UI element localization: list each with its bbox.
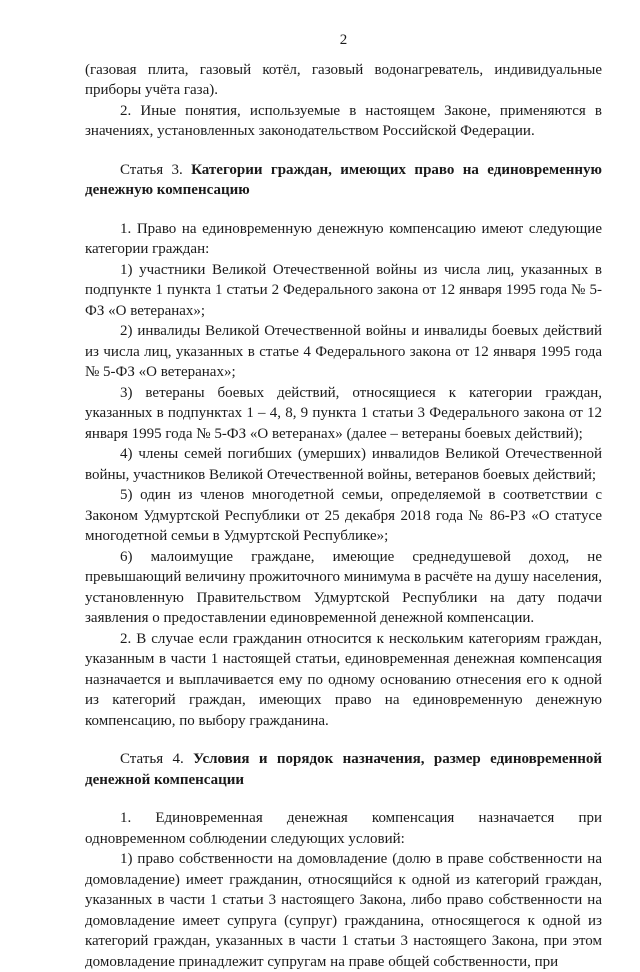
article-3-subitem-1: 1) участники Великой Отечественной войны из числа лиц, указанных в подпункте 1 пункта 1 статьи 2 Федерального закона от 12 января 1995 года № 5-ФЗ «О ветеранах»; [85,261,602,319]
article-4-prefix: Статья 4. [120,751,184,767]
article-3-item-1: 1. Право на единовременную денежную компенсацию имеют следующие категории граждан: [85,220,602,257]
page-number: 2 [339,32,348,48]
article-3-item-2: 2. В случае если гражданин относится к нескольким категориям граждан, указанным в части 1 настоящей статьи, единовременная денежная компенсация назначается и выплачивается ему по одному основанию отнесения его к одной из категорий граждан, имеющих право на единовременную денежную компенсацию, по выбору гражданина. [85,630,602,729]
article-4-item-1: 1. Единовременная денежная компенсация назначается при одновременном соблюдении следующих условий: [85,810,602,847]
article-4-heading [85,749,602,790]
intro-item-2: 2. Иные понятия, используемые в настоящем Законе, применяются в значениях, установленных законодательством Российской Федерации. [85,102,602,139]
article-3-subitem-3: 3) ветераны боевых действий, относящиеся к категории граждан, указанных в подпунктах 1 – 4, 8, 9 пункта 1 статьи 3 Федерального закона от 12 января 1995 года № 5-ФЗ «О ветеранах» (далее – ветераны боевых действий); [85,384,602,442]
article-3-title: Категории граждан, имеющих право на единовременную денежную компенсацию [85,161,602,198]
article-3-heading [85,160,602,201]
article-4-title: Условия и порядок назначения, размер единовременной денежной компенсации [85,751,602,788]
article-3-subitem-6: 6) малоимущие граждане, имеющие среднедушевой доход, не превышающий величину прожиточного минимума в расчёте на душу населения, установленную Правительством Удмуртской Республики на дату подачи заявления о предоставлении единовременной денежной компенсации. [85,548,602,626]
intro-continuation: (газовая плита, газовый котёл, газовый водонагреватель, индивидуальные приборы учёта газа). [85,61,602,98]
article-4-subitem-1: 1) право собственности на домовладение (долю в праве собственности на домовладение) имеет гражданин, относящийся к одной из категорий граждан, указанных в части 1 статьи 3 настоящего Закона, либо право собственности на домовладение имеет супруга (супруг) гражданина, относящегося к одной из категорий граждан, указанных в части 1 статьи 3 настоящего Закона, при этом домовладение принадлежит супругам на праве общей собственности, при [85,851,602,970]
article-3-prefix: Статья 3. [120,161,183,178]
article-3-subitem-4: 4) члены семей погибших (умерших) инвалидов Великой Отечественной войны, участников Великой Отечественной войны, ветеранов боевых действий; [85,446,602,483]
article-3-subitem-5: 5) один из членов многодетной семьи, определяемой в соответствии с Законом Удмуртской Республики от 25 декабря 2018 года № 86-РЗ «О статусе многодетной семьи в Удмуртской Республике»; [85,487,602,544]
article-3-subitem-2: 2) инвалиды Великой Отечественной войны и инвалиды боевых действий из числа лиц, указанных в статье 4 Федерального закона от 12 января 1995 года № 5-ФЗ «О ветеранах»; [85,323,602,380]
